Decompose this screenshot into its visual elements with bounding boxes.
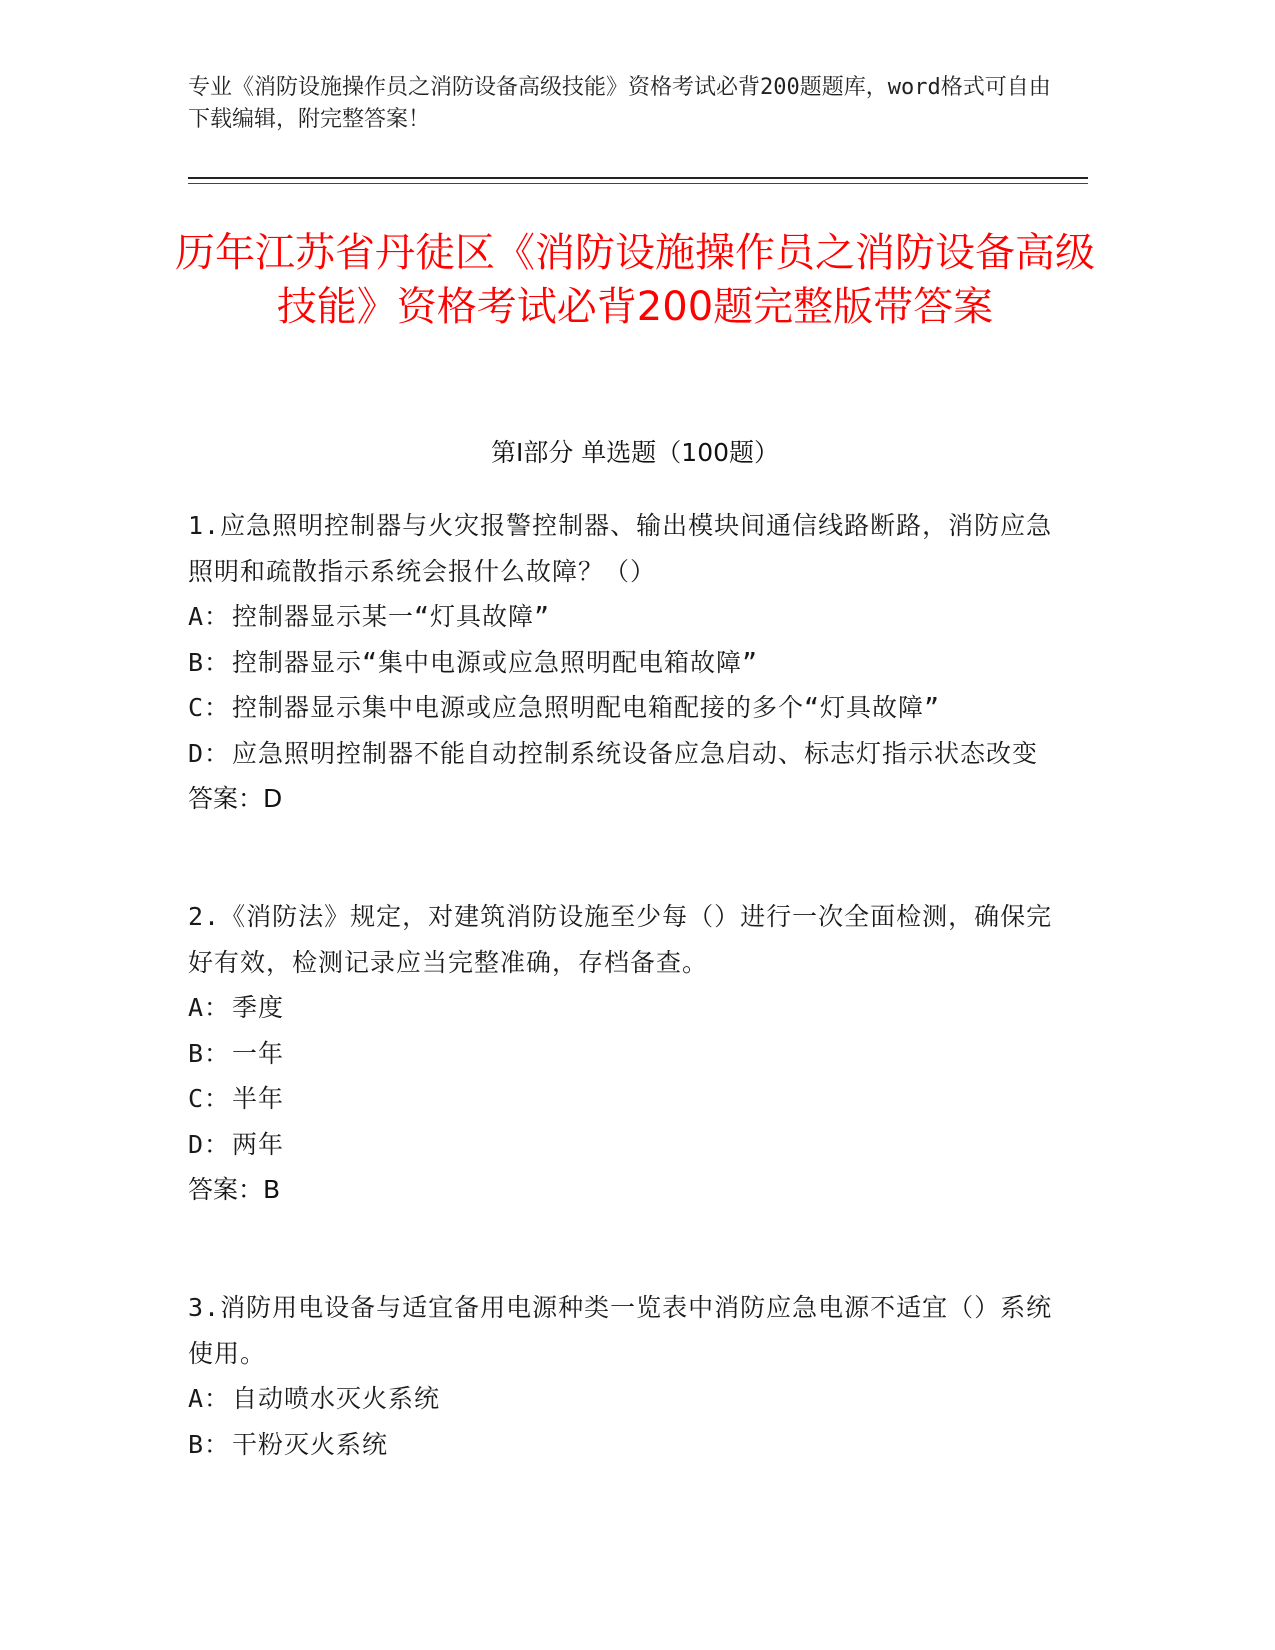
option-a (188, 985, 1068, 1031)
option-label: B： (188, 1429, 231, 1459)
option-text: 一年 (232, 1038, 285, 1068)
answer-prefix: 答案： (188, 784, 264, 813)
option-label: D： (188, 738, 231, 768)
option-b (188, 640, 1068, 686)
option-text: 干粉灭火系统 (232, 1429, 389, 1459)
answer-value: B (263, 1175, 281, 1204)
option-label: A： (188, 993, 231, 1022)
option-c (188, 685, 1068, 731)
answer-line (188, 1167, 1068, 1213)
option-label: D： (188, 1129, 231, 1159)
question-stem: 3.消防用电设备与适宜备用电源种类一览表中消防应急电源不适宜（）系统使用。 (188, 1293, 1053, 1368)
answer-prefix: 答案： (188, 1175, 264, 1204)
section-title: 第Ⅰ部分 单选题（100题） (490, 438, 780, 467)
question-stem: 2.《消防法》规定，对建筑消防设施至少每（）进行一次全面检测，确保完好有效，检测记录应当完整准确，存档备查。 (188, 902, 1053, 977)
option-text: 两年 (232, 1129, 285, 1159)
option-d (188, 731, 1068, 777)
question-3 (188, 1285, 1068, 1467)
option-label: B： (188, 647, 231, 677)
question-2 (188, 894, 1068, 1213)
option-label: C： (188, 1084, 231, 1113)
option-b (188, 1031, 1068, 1077)
option-text: 应急照明控制器不能自动控制系统设备应急启动、标志灯指示状态改变 (232, 738, 1039, 768)
header-divider-thick (188, 177, 1088, 179)
option-label: B： (188, 1038, 231, 1068)
option-text: 控制器显示“集中电源或应急照明配电箱故障” (232, 647, 759, 677)
option-text: 半年 (232, 1084, 285, 1113)
document-title: 历年江苏省丹徒区《消防设施操作员之消防设备高级技能》资格考试必背200题完整版带答案 (175, 230, 1095, 330)
option-c (188, 1076, 1068, 1122)
answer-line (188, 776, 1068, 822)
question-stem: 1.应急照明控制器与火灾报警控制器、输出模块间通信线路断路，消防应急照明和疏散指示系统会报什么故障？（） (188, 511, 1053, 586)
option-text: 季度 (232, 993, 285, 1022)
option-text: 控制器显示集中电源或应急照明配电箱配接的多个“灯具故障” (232, 693, 941, 722)
header-divider-thin (188, 183, 1088, 184)
option-a (188, 1376, 1068, 1422)
header-note: 专业《消防设施操作员之消防设备高级技能》资格考试必背200题题库，word格式可自由下载编辑，附完整答案！ (188, 75, 1051, 132)
option-label: A： (188, 1384, 231, 1413)
option-a (188, 594, 1068, 640)
option-label: C： (188, 693, 231, 722)
option-text: 自动喷水灭火系统 (232, 1384, 441, 1413)
option-b (188, 1422, 1068, 1468)
answer-value: D (263, 784, 283, 813)
question-1 (188, 503, 1068, 822)
option-text: 控制器显示某一“灯具故障” (232, 602, 551, 631)
option-d (188, 1122, 1068, 1168)
option-label: A： (188, 602, 231, 631)
